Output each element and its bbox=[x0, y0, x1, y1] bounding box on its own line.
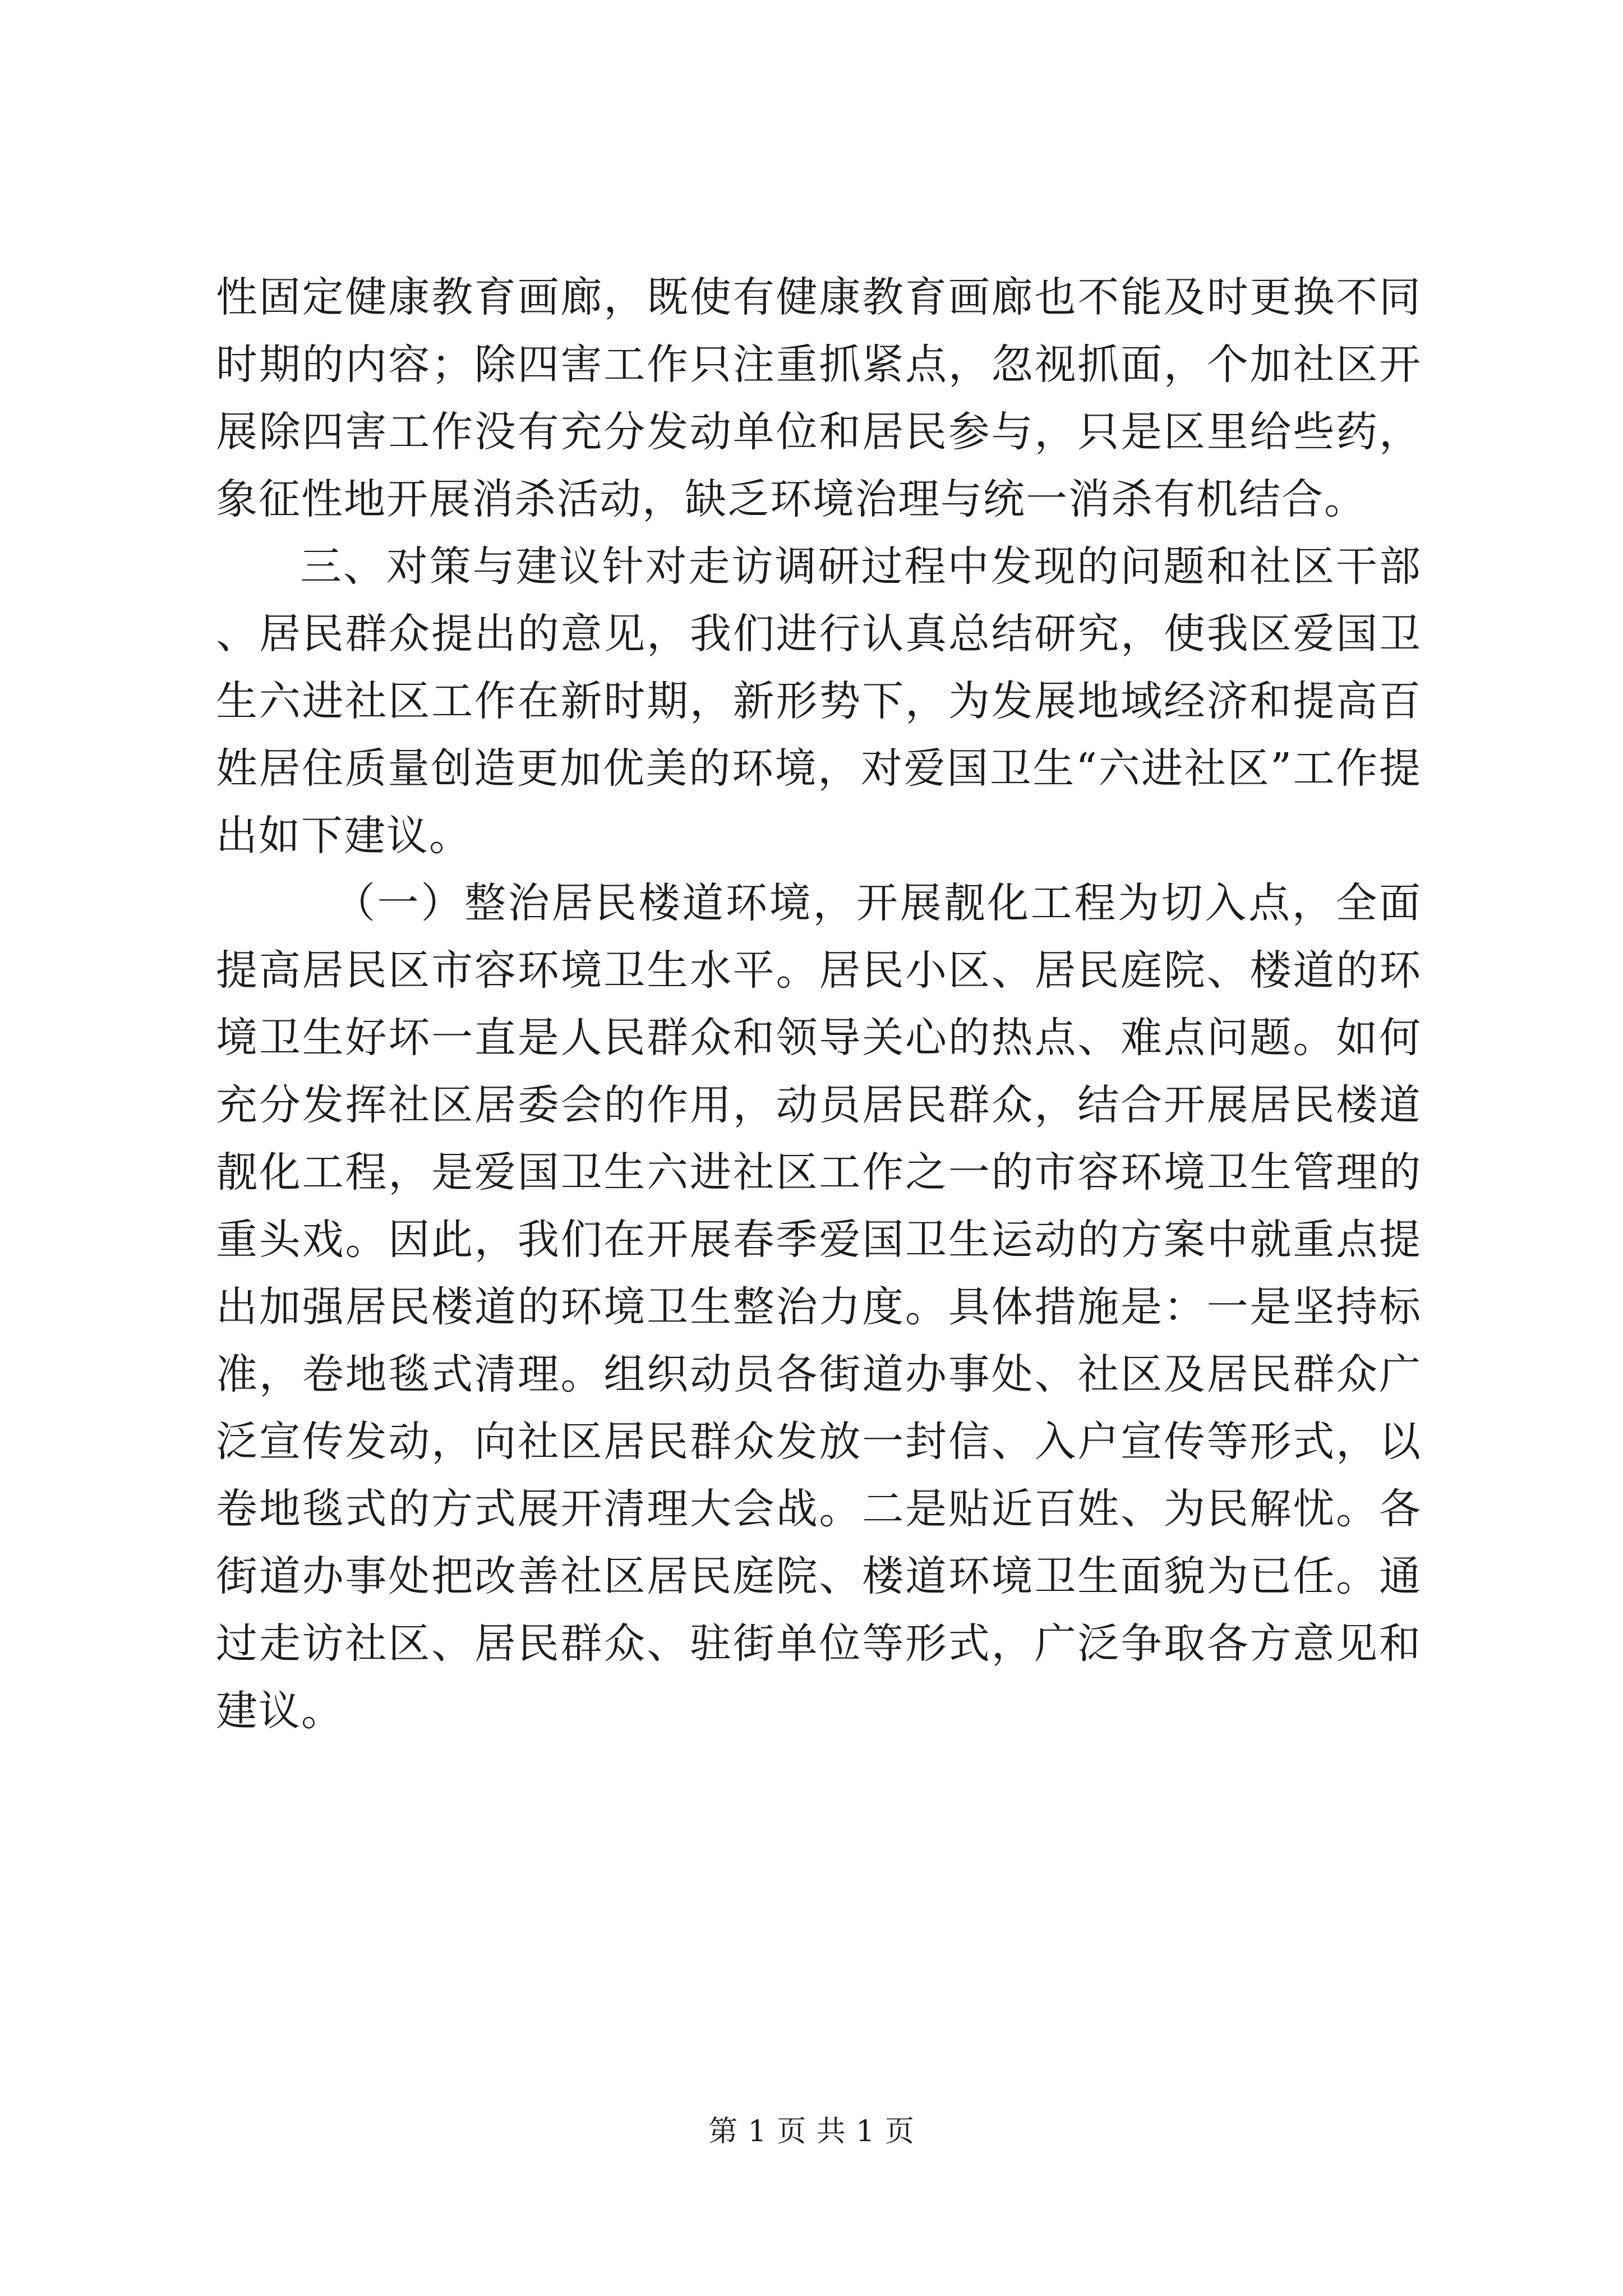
paragraph-section-three: 三、对策与建议针对走访调研过程中发现的问题和社区干部、居民群众提出的意见，我们进行认真总结研究，使我区爱国卫生六进社区工作在新时期，新形势下，为发展地域经济和提高百姓居住质量创造更加优美的环境，对爱国卫生“六进社区”工作提出如下建议。 bbox=[216, 542, 1422, 860]
document-body bbox=[216, 264, 1422, 1745]
page-footer: 第 1 页 共 1 页 bbox=[708, 2115, 915, 2148]
paragraph-item-one: （一）整治居民楼道环境，开展靓化工程为切入点，全面提高居民区市容环境卫生水平。居民小区、居民庭院、楼道的环境卫生好坏一直是人民群众和领导关心的热点、难点问题。如何充分发挥社区居委会的作用，动员居民群众，结合开展居民楼道靓化工程，是爱国卫生六进社区工作之一的市容环境卫生管理的重头戏。因此，我们在开展春季爱国卫生运动的方案中就重点提出加强居民楼道的环境卫生整治力度。具体措施是：一是坚持标准，卷地毯式清理。组织动员各街道办事处、社区及居民群众广泛宣传发动，向社区居民群众发放一封信、入户宣传等形式，以卷地毯式的方式展开清理大会战。二是贴近百姓、为民解忧。各街道办事处把改善社区居民庭院、楼道环境卫生面貌为已任。通过走访社区、居民群众、驻街单位等形式，广泛争取各方意见和建议。 bbox=[216, 879, 1422, 1735]
paragraph-continuation: 性固定健康教育画廊，既使有健康教育画廊也不能及时更换不同时期的内容；除四害工作只注重抓紧点，忽视抓面，个加社区开展除四害工作没有充分发动单位和居民参与，只是区里给些药，象征性地开展消杀活动，缺乏环境治理与统一消杀有机结合。 bbox=[216, 273, 1422, 523]
